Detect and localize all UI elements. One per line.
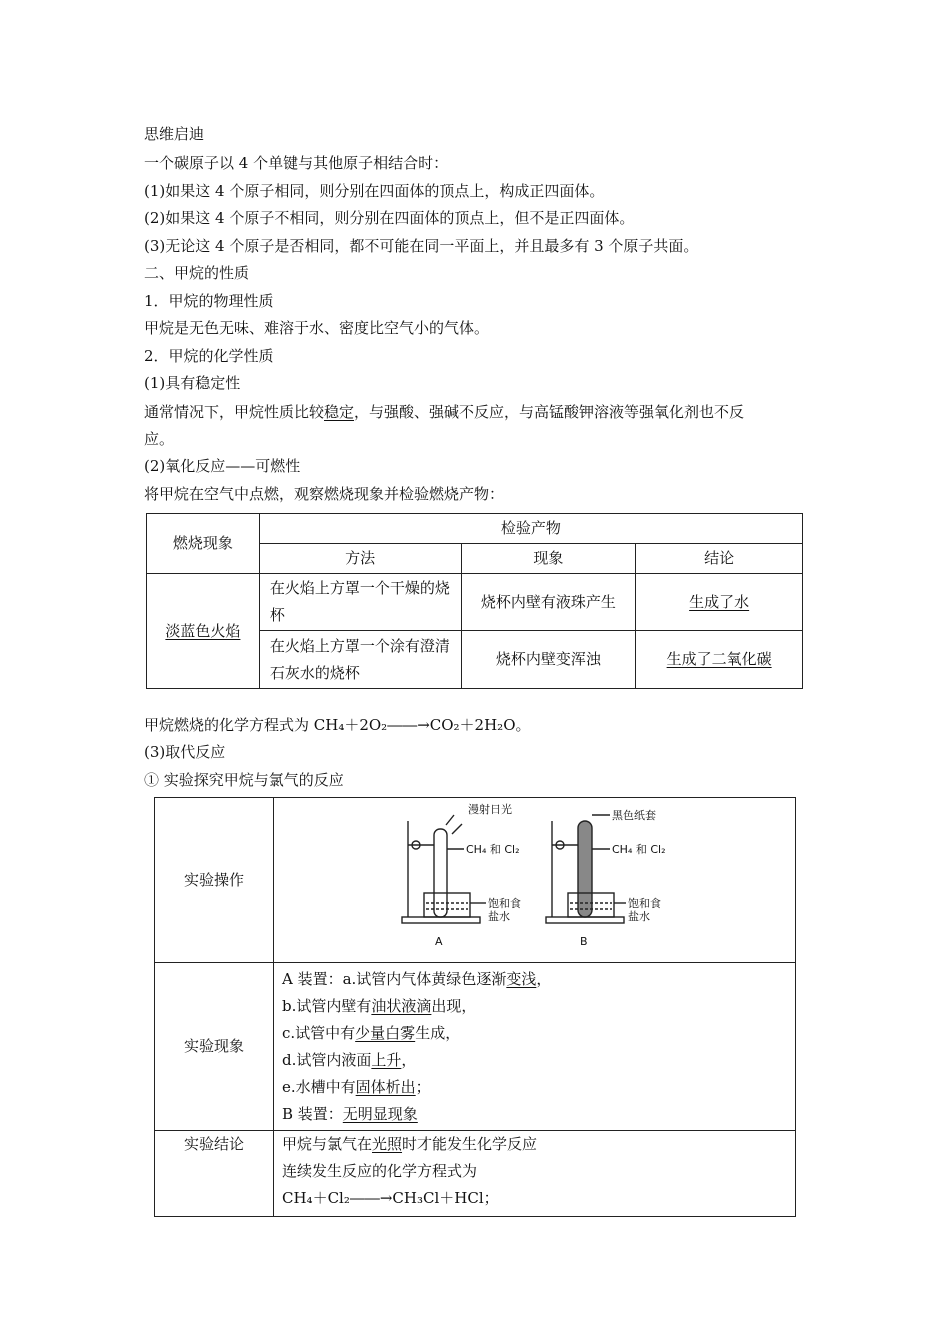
observation-b-device: B 装置：无明显现象	[282, 1104, 418, 1123]
heading: 思维启迪	[144, 125, 205, 143]
subsection-chemical: 2．甲烷的化学性质	[144, 347, 274, 365]
label-gas-b: CH₄ 和 Cl₂	[612, 842, 666, 856]
section-title: 二、甲烷的性质	[144, 264, 250, 282]
observation-cell: 烧杯内壁有液珠产生	[461, 574, 636, 631]
point-1: (1)如果这 4 个原子相同，则分别在四面体的顶点上，构成正四面体。	[144, 182, 605, 200]
answer-blank: 变浅	[506, 969, 537, 988]
conclusion-cell	[636, 631, 803, 689]
stability-text: 通常情况下，甲烷性质比较稳定，与强酸、强碱不反应，与高锰酸钾溶液等强氧化剂也不反	[144, 403, 745, 421]
physical-properties-text: 甲烷是无色无味、难溶于水、密度比空气小的气体。	[144, 319, 490, 337]
header-method: 方法	[259, 544, 461, 574]
oxidation-title: (2)氧化反应——可燃性	[144, 457, 301, 475]
phenomenon-label: 实验现象	[155, 963, 274, 1131]
oxidation-intro: 将甲烷在空气中点燃，观察燃烧现象并检验燃烧产物：	[144, 485, 505, 503]
conclusion-cell	[274, 1131, 796, 1217]
label-b: B	[580, 934, 588, 948]
substitution-title: (3)取代反应	[144, 743, 226, 761]
conclusion-label: 实验结论	[155, 1131, 274, 1217]
conclusion-line-1: 甲烷与氯气在光照时才能发生化学反应	[282, 1135, 538, 1153]
label-diffuse-light: 漫射日光	[468, 802, 512, 816]
method-cell: 在火焰上方罩一个涂有澄清石灰水的烧杯	[259, 631, 461, 689]
answer-blank: 上升	[371, 1050, 402, 1069]
flame-cell	[147, 574, 260, 689]
subsection-physical: 1．甲烷的物理性质	[144, 292, 274, 310]
observation-d: d.试管内液面上升，	[282, 1050, 417, 1069]
light-arrow	[452, 824, 462, 834]
observation-a: A 装置：a.试管内气体黄绿色逐渐变浅，	[282, 969, 552, 988]
answer-blank: 生成了水	[689, 592, 750, 611]
answer-blank: 固体析出	[355, 1077, 416, 1096]
experiment-table	[154, 797, 796, 1217]
observation-cell: 烧杯内壁变浑浊	[461, 631, 636, 689]
conclusion-line-2: 连续发生反应的化学方程式为	[282, 1162, 478, 1180]
label-gas-a: CH₄ 和 Cl₂	[466, 842, 520, 856]
stability-title: (1)具有稳定性	[144, 374, 241, 392]
answer-blank: 稳定	[324, 403, 355, 421]
label-salt-b-2: 盐水	[628, 909, 650, 923]
stand-base-a	[402, 917, 480, 923]
apparatus-figure-cell	[274, 798, 796, 963]
point-2: (2)如果这 4 个原子不相同，则分别在四面体的顶点上，但不是正四面体。	[144, 209, 635, 227]
label-salt-a-2: 盐水	[488, 909, 510, 923]
conclusion-cell	[636, 574, 803, 631]
test-tube-a	[434, 829, 447, 917]
point-3: (3)无论这 4 个原子是否相同，都不可能在同一平面上，并且最多有 3 个原子共面。	[144, 237, 699, 255]
answer-blank: 光照	[372, 1135, 403, 1153]
apparatus-diagram	[274, 799, 795, 962]
experiment-title: ① 实验探究甲烷与氯气的反应	[144, 771, 344, 789]
method-cell: 在火焰上方罩一个干燥的烧杯	[259, 574, 461, 631]
label-a: A	[435, 934, 443, 948]
header-observation: 现象	[461, 544, 636, 574]
intro-text: 一个碳原子以 4 个单键与其他原子相结合时：	[144, 154, 449, 172]
answer-blank: 生成了二氧化碳	[666, 650, 772, 668]
observation-e: e.水槽中有固体析出；	[282, 1077, 431, 1096]
label-salt-a-1: 饱和食	[488, 896, 521, 910]
light-arrow	[446, 815, 454, 825]
answer-blank: 无明显现象	[342, 1104, 418, 1123]
answer-blank: 淡蓝色火焰	[165, 621, 241, 640]
header-test-products: 检验产物	[259, 514, 802, 544]
combustion-table	[146, 513, 803, 689]
label-black-sleeve: 黑色纸套	[612, 808, 656, 822]
stand-base-b	[546, 917, 624, 923]
answer-blank: 少量白雾	[355, 1023, 416, 1042]
observation-c: c.试管中有少量白雾生成，	[282, 1023, 461, 1042]
answer-blank: 油状液滴	[371, 996, 432, 1015]
combustion-equation: 甲烷燃烧的化学方程式为 CH₄＋2O₂――→CO₂＋2H₂O。	[144, 716, 531, 734]
observation-b: b.试管内壁有油状液滴出现，	[282, 996, 477, 1015]
phenomenon-cell	[274, 963, 796, 1131]
operation-label: 实验操作	[155, 798, 274, 963]
header-phenomenon: 燃烧现象	[147, 514, 260, 574]
substitution-equation: CH₄＋Cl₂――→CH₃Cl＋HCl；	[282, 1189, 499, 1207]
stability-text-cont: 应。	[144, 430, 175, 448]
label-salt-b-1: 饱和食	[628, 896, 661, 910]
header-conclusion: 结论	[636, 544, 803, 574]
